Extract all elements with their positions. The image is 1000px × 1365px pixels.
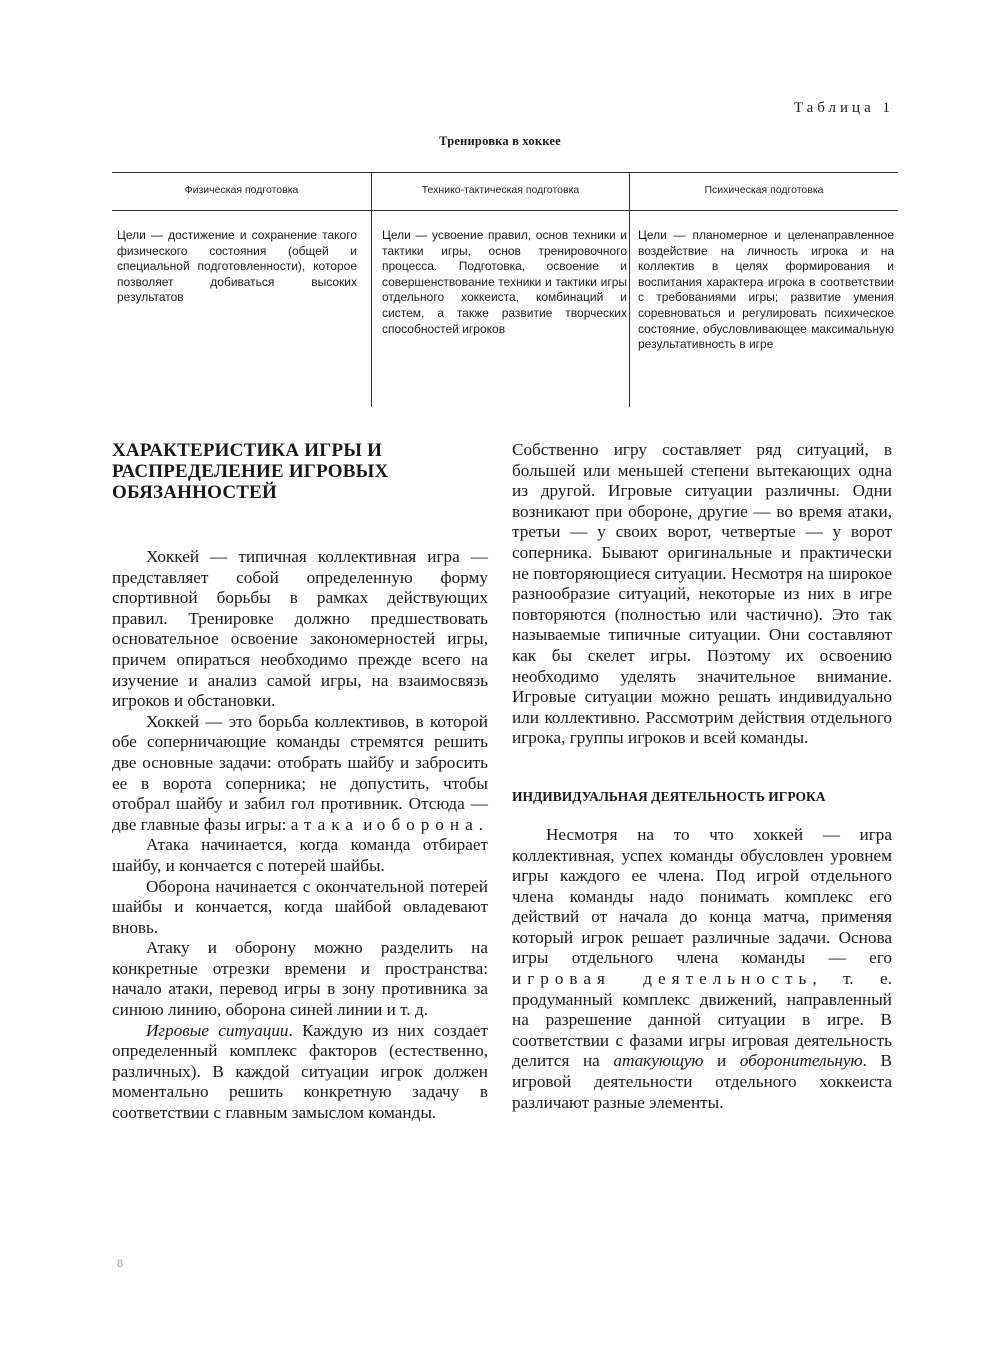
table-label: Таблица 1	[793, 100, 894, 116]
term-defensive: оборонительную	[739, 1051, 863, 1071]
table-cell-psychological: Цели — планомерное и целенаправленное воздействие на личность игрока и на коллектив в целях формирования и воспитания характера игрока в соответствии с требованиями игры; развитие умения соревноваться и регулировать психическое состояние, обусловливающее максимальную результативность в игре	[638, 228, 894, 352]
paragraph-text: Несмотря на то что хоккей — игра коллективная, успех команды обусловлен уровнем игры каждого ее члена. Под игрой отдельного члена команды надо понимать комплекс его действий от начала до конца матча, применяя который игрок решает различные задачи. Основа игры отдельного члена команды — его	[512, 824, 892, 968]
table-title: Тренировка в хоккее	[439, 134, 561, 148]
training-table	[112, 172, 898, 407]
term-game-situations: Игровые ситуации	[146, 1020, 289, 1040]
page-number: 8	[117, 1258, 124, 1270]
paragraph: Атаку и оборону можно разделить на конкретные отрезки времени и пространства: начало атаки, перевод игры в зону противника за синюю линию, оборона синей линии и т. д.	[112, 938, 488, 1020]
paragraph-text: Хоккей — это борьба коллективов, в которой обе соперничающие команды стремятся решить две основные задачи: отобрать шайбу и забросить ее в ворота соперника; не допустить, чтобы отобрал шайбу и забил гол противник. Отсюда — две главные фазы игры:	[112, 711, 488, 834]
right-column	[512, 440, 892, 1113]
paragraph: Собственно игру составляет ряд ситуаций, в большей или меньшей степени вытекающих одна из другой. Игровые ситуации различны. Одни возникают при обороне, другие — во время атаки, третьи — у своих ворот, четвертые — у ворот соперника. Бывают оригинальные и практически не повторяющиеся ситуации. Несмотря на широкое разнообразие ситуаций, некоторые из них в игре повторяются (полностью или частично). Это так называемые типичные ситуации. Они составляют как бы скелет игры. Поэтому их освоению необходимо уделять значительное внимание. Игровые ситуации можно решать индивидуально или коллективно. Рассмотрим действия отдельного игрока, группы игроков и всей команды.	[512, 440, 892, 748]
term-game-activity: игровая деятельность	[512, 969, 813, 989]
paragraph: Оборона начинается с окончательной потерей шайбы и кончается, когда шайбой овладевают вновь.	[112, 876, 488, 937]
section-heading: ХАРАКТЕРИСТИКА ИГРЫ И РАСПРЕДЕЛЕНИЕ ИГРОВЫХ ОБЯЗАННОСТЕЙ	[112, 440, 389, 503]
paragraph: Атака начинается, когда команда отбирает шайбу, и кончается с потерей шайбы.	[112, 835, 488, 875]
column-divider	[371, 172, 372, 407]
table-header-psychological: Психическая подготовка	[704, 184, 824, 196]
table-header-technical-tactical: Технико-тактическая подготовка	[421, 184, 580, 196]
term-attack: атака	[290, 814, 359, 834]
table-header-physical: Физическая подготовка	[184, 184, 299, 196]
left-column	[112, 440, 488, 1124]
paragraph	[112, 1021, 488, 1124]
paragraph-text: , т. е. продуманный комплекс движений, направленный на разрешение данной ситуации в игре. В соответствии с фазами игры игровая деятельность делится на	[512, 969, 892, 1071]
paragraph-text: . В игровой деятельности отдельного хоккеиста различают разные элементы.	[512, 1051, 892, 1112]
table-cell-physical: Цели — достижение и сохранение такого физического состояния (общей и специальной подготовленности), которое позволяет добиваться высоких результатов	[117, 228, 357, 305]
term-attacking: атакующую	[613, 1051, 704, 1071]
paragraph-text: и	[358, 814, 377, 834]
term-defense: оборона	[376, 814, 479, 834]
paragraph-text: . Каждую из них создает определенный комплекс факторов (естественно, различных). В каждой ситуации игрок должен моментально решить конкретную задачу в соответствии с главным замыслом команды.	[112, 1020, 488, 1123]
paragraph: Хоккей — типичная коллективная игра — представляет собой определенную форму спортивной борьбы в рамках действующих правил. Тренировке должно предшествовать основательное освоение закономерностей игры, причем опираться необходимо прежде всего на изучение и анализ самой игры, на взаимосвязь игроков и обстановки.	[112, 547, 488, 711]
subsection-heading: ИНДИВИДУАЛЬНАЯ ДЕЯТЕЛЬНОСТЬ ИГРОКА	[512, 788, 826, 804]
paragraph-text: и	[703, 1051, 740, 1071]
table-cell-technical-tactical: Цели — усвоение правил, основ техники и тактики игры, основ тренировочного процесса. Подготовка, освоение и совершенствование техники и тактики игры отдельного хоккеиста, комбинаций и систем, а также развитие творческих способностей игроков	[382, 228, 627, 336]
table-header-rule	[112, 210, 898, 211]
paragraph	[512, 825, 892, 1113]
table-top-rule	[112, 172, 898, 173]
column-divider	[629, 172, 630, 407]
paragraph	[112, 712, 488, 836]
paragraph-text: .	[478, 814, 484, 834]
